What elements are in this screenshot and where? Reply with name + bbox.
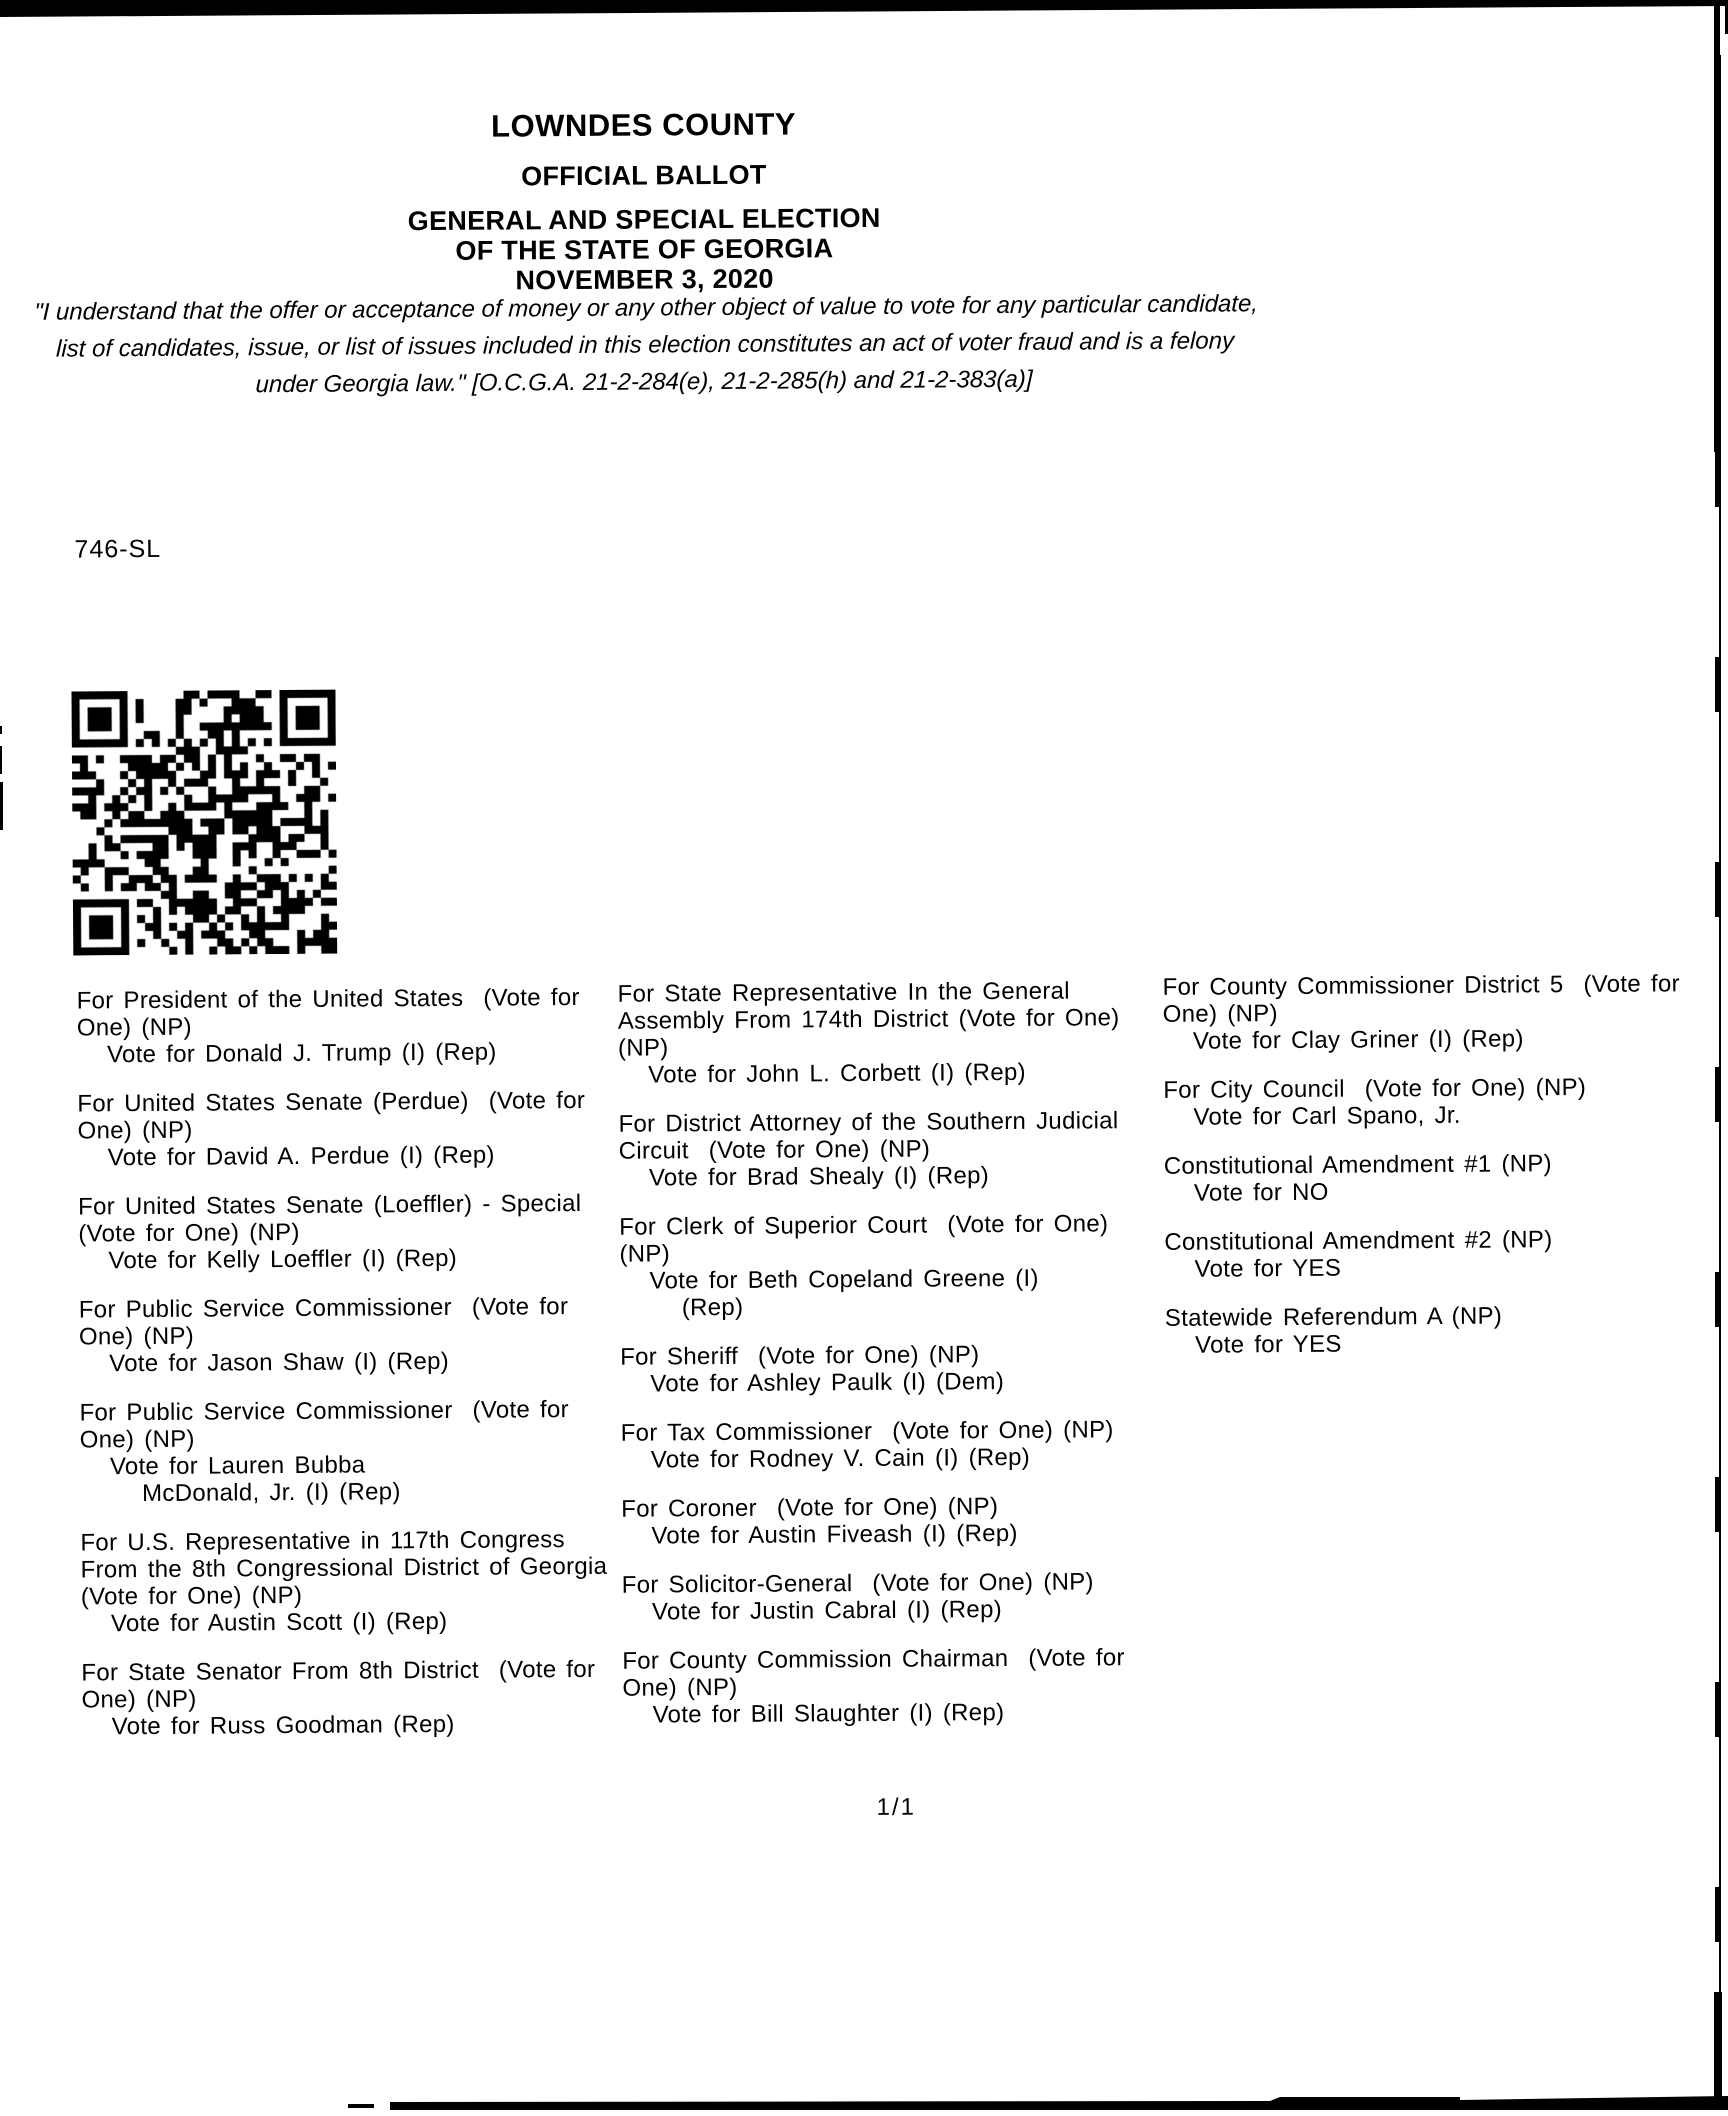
- qr-code: [71, 690, 337, 956]
- vote-line: Vote for Clay Griner (I) (Rep): [1192, 1025, 1524, 1055]
- contest-title: For State Senator From 8th District (Vote for One) (NP): [81, 1655, 606, 1714]
- race-block: [77, 1087, 613, 1172]
- ballot-title-block: [0, 103, 1295, 299]
- contest-title: For Solicitor-General (Vote for One) (NP): [621, 1568, 1094, 1599]
- contest-title: For United States Senate (Perdue) (Vote for One) (NP): [77, 1086, 596, 1145]
- contest-title: For County Commissioner District 5 (Vote for One) (NP): [1162, 970, 1690, 1028]
- election-title-line2: OF THE STATE OF GEORGIA: [455, 233, 834, 266]
- race-block: [618, 1107, 1143, 1192]
- page-number: 1/1: [876, 1793, 917, 1821]
- contest-title: Constitutional Amendment #2 (NP): [1164, 1226, 1553, 1256]
- vote-line: Vote for Carl Spano, Jr.: [1193, 1101, 1461, 1131]
- contest-title: For City Council (Vote for One) (NP): [1163, 1073, 1587, 1104]
- disclaimer-line: under Georgia law." [O.C.G.A. 21-2-284(e), 21-2-285(h) and 21-2-383(a)]: [255, 365, 1033, 399]
- race-block: [1163, 1073, 1708, 1131]
- vote-line: Vote for Justin Cabral (I) (Rep): [651, 1596, 1003, 1626]
- ballot-column-3: [1162, 970, 1710, 1381]
- vote-line: Vote for YES: [1194, 1254, 1342, 1283]
- race-block: [81, 1656, 617, 1741]
- race-block: [621, 1416, 1145, 1474]
- vote-line: Vote for Lauren Bubba: [109, 1451, 366, 1481]
- ballot-column-2: [618, 977, 1147, 1751]
- disclaimer-line: "I understand that the offer or acceptance of money or any other object of value to vote for any particular candidate,: [33, 290, 1259, 326]
- vote-line: Vote for Ashley Paulk (I) (Dem): [650, 1368, 1005, 1398]
- race-block: [79, 1293, 615, 1378]
- contest-title: For Clerk of Superior Court (Vote for One) (NP): [619, 1210, 1119, 1268]
- scan-artifact-right-dashes: [1715, 452, 1720, 1992]
- ballot-column-1: [77, 984, 617, 1763]
- voter-fraud-disclaimer: [19, 285, 1272, 405]
- contest-title: For Public Service Commissioner (Vote for One) (NP): [79, 1395, 579, 1454]
- race-block: [1164, 1149, 1709, 1207]
- contest-title: For County Commission Chairman (Vote for One) (NP): [622, 1644, 1135, 1702]
- contest-title: Statewide Referendum A (NP): [1164, 1302, 1503, 1332]
- contest-title: For United States Senate (Loeffler) - Special (Vote for One) (NP): [77, 1189, 602, 1248]
- election-title-line1: GENERAL AND SPECIAL ELECTION: [407, 202, 881, 237]
- contest-title: For U.S. Representative in 117th Congress From the 8th Congressional District of Georgia (Vote for One) (NP): [80, 1526, 618, 1611]
- race-block: [78, 1190, 614, 1275]
- ballot-type-title: OFFICIAL BALLOT: [521, 159, 767, 192]
- vote-line: Vote for Beth Copeland Greene (I): [649, 1264, 1039, 1295]
- race-block: [621, 1492, 1145, 1550]
- scan-artifact-left-dash: [0, 726, 2, 734]
- contest-title: For Tax Commissioner (Vote for One) (NP): [620, 1416, 1114, 1447]
- race-block: [1165, 1301, 1710, 1359]
- contest-title: For Public Service Commissioner (Vote for One) (NP): [78, 1293, 579, 1351]
- contest-title: For Coroner (Vote for One) (NP): [621, 1493, 999, 1523]
- race-block: [622, 1568, 1146, 1626]
- contest-title: For President of the United States (Vote for One) (NP): [76, 983, 590, 1042]
- contest-title: For State Representative In the General Assembly From 174th District (Vote for One) (NP): [617, 977, 1130, 1062]
- vote-line: Vote for Donald J. Trump (I) (Rep): [106, 1038, 497, 1069]
- vote-line: Vote for Russ Goodman (Rep): [111, 1710, 455, 1741]
- precinct-code: 746-SL: [74, 534, 162, 564]
- race-block: [77, 984, 613, 1069]
- race-block: [79, 1396, 615, 1508]
- vote-line: Vote for Jason Shaw (I) (Rep): [109, 1347, 450, 1378]
- vote-line: Vote for NO: [1193, 1178, 1329, 1207]
- vote-line: Vote for Austin Fiveash (I) (Rep): [651, 1519, 1018, 1550]
- contest-title: Constitutional Amendment #1 (NP): [1163, 1150, 1553, 1180]
- race-block: [80, 1526, 616, 1638]
- vote-line: Vote for Kelly Loeffler (I) (Rep): [108, 1244, 458, 1275]
- vote-line: (Rep): [681, 1293, 744, 1322]
- contest-title: For Sheriff (Vote for One) (NP): [620, 1341, 980, 1371]
- vote-line: Vote for Bill Slaughter (I) (Rep): [652, 1699, 1005, 1729]
- vote-line: McDonald, Jr. (I) (Rep): [141, 1478, 401, 1508]
- vote-line: Vote for YES: [1194, 1330, 1342, 1359]
- vote-line: Vote for John L. Corbett (I) (Rep): [648, 1058, 1026, 1089]
- vote-line: Vote for Rodney V. Cain (I) (Rep): [650, 1443, 1031, 1474]
- race-block: [620, 1340, 1144, 1398]
- disclaimer-line: list of candidates, issue, or list of issues included in this election constitutes an act of voter fraud and is a felony: [55, 327, 1235, 363]
- contest-title: For District Attorney of the Southern Judicial Circuit (Vote for One) (NP): [618, 1107, 1129, 1165]
- scan-artifact-right-line-bottom: [1714, 1992, 1722, 2110]
- county-title: LOWNDES COUNTY: [490, 106, 797, 144]
- race-block: [1164, 1225, 1709, 1283]
- vote-line: Vote for Brad Shealy (I) (Rep): [648, 1162, 990, 1192]
- election-date: NOVEMBER 3, 2020: [515, 263, 774, 296]
- vote-line: Vote for Austin Scott (I) (Rep): [110, 1607, 448, 1638]
- race-block: [622, 1644, 1147, 1729]
- race-block: [618, 977, 1143, 1089]
- scan-artifact-left-dash: [0, 782, 3, 830]
- race-block: [1162, 970, 1708, 1055]
- scan-artifact-left-dash: [0, 746, 2, 774]
- vote-line: Vote for David A. Perdue (I) (Rep): [107, 1141, 495, 1172]
- race-block: [619, 1210, 1144, 1322]
